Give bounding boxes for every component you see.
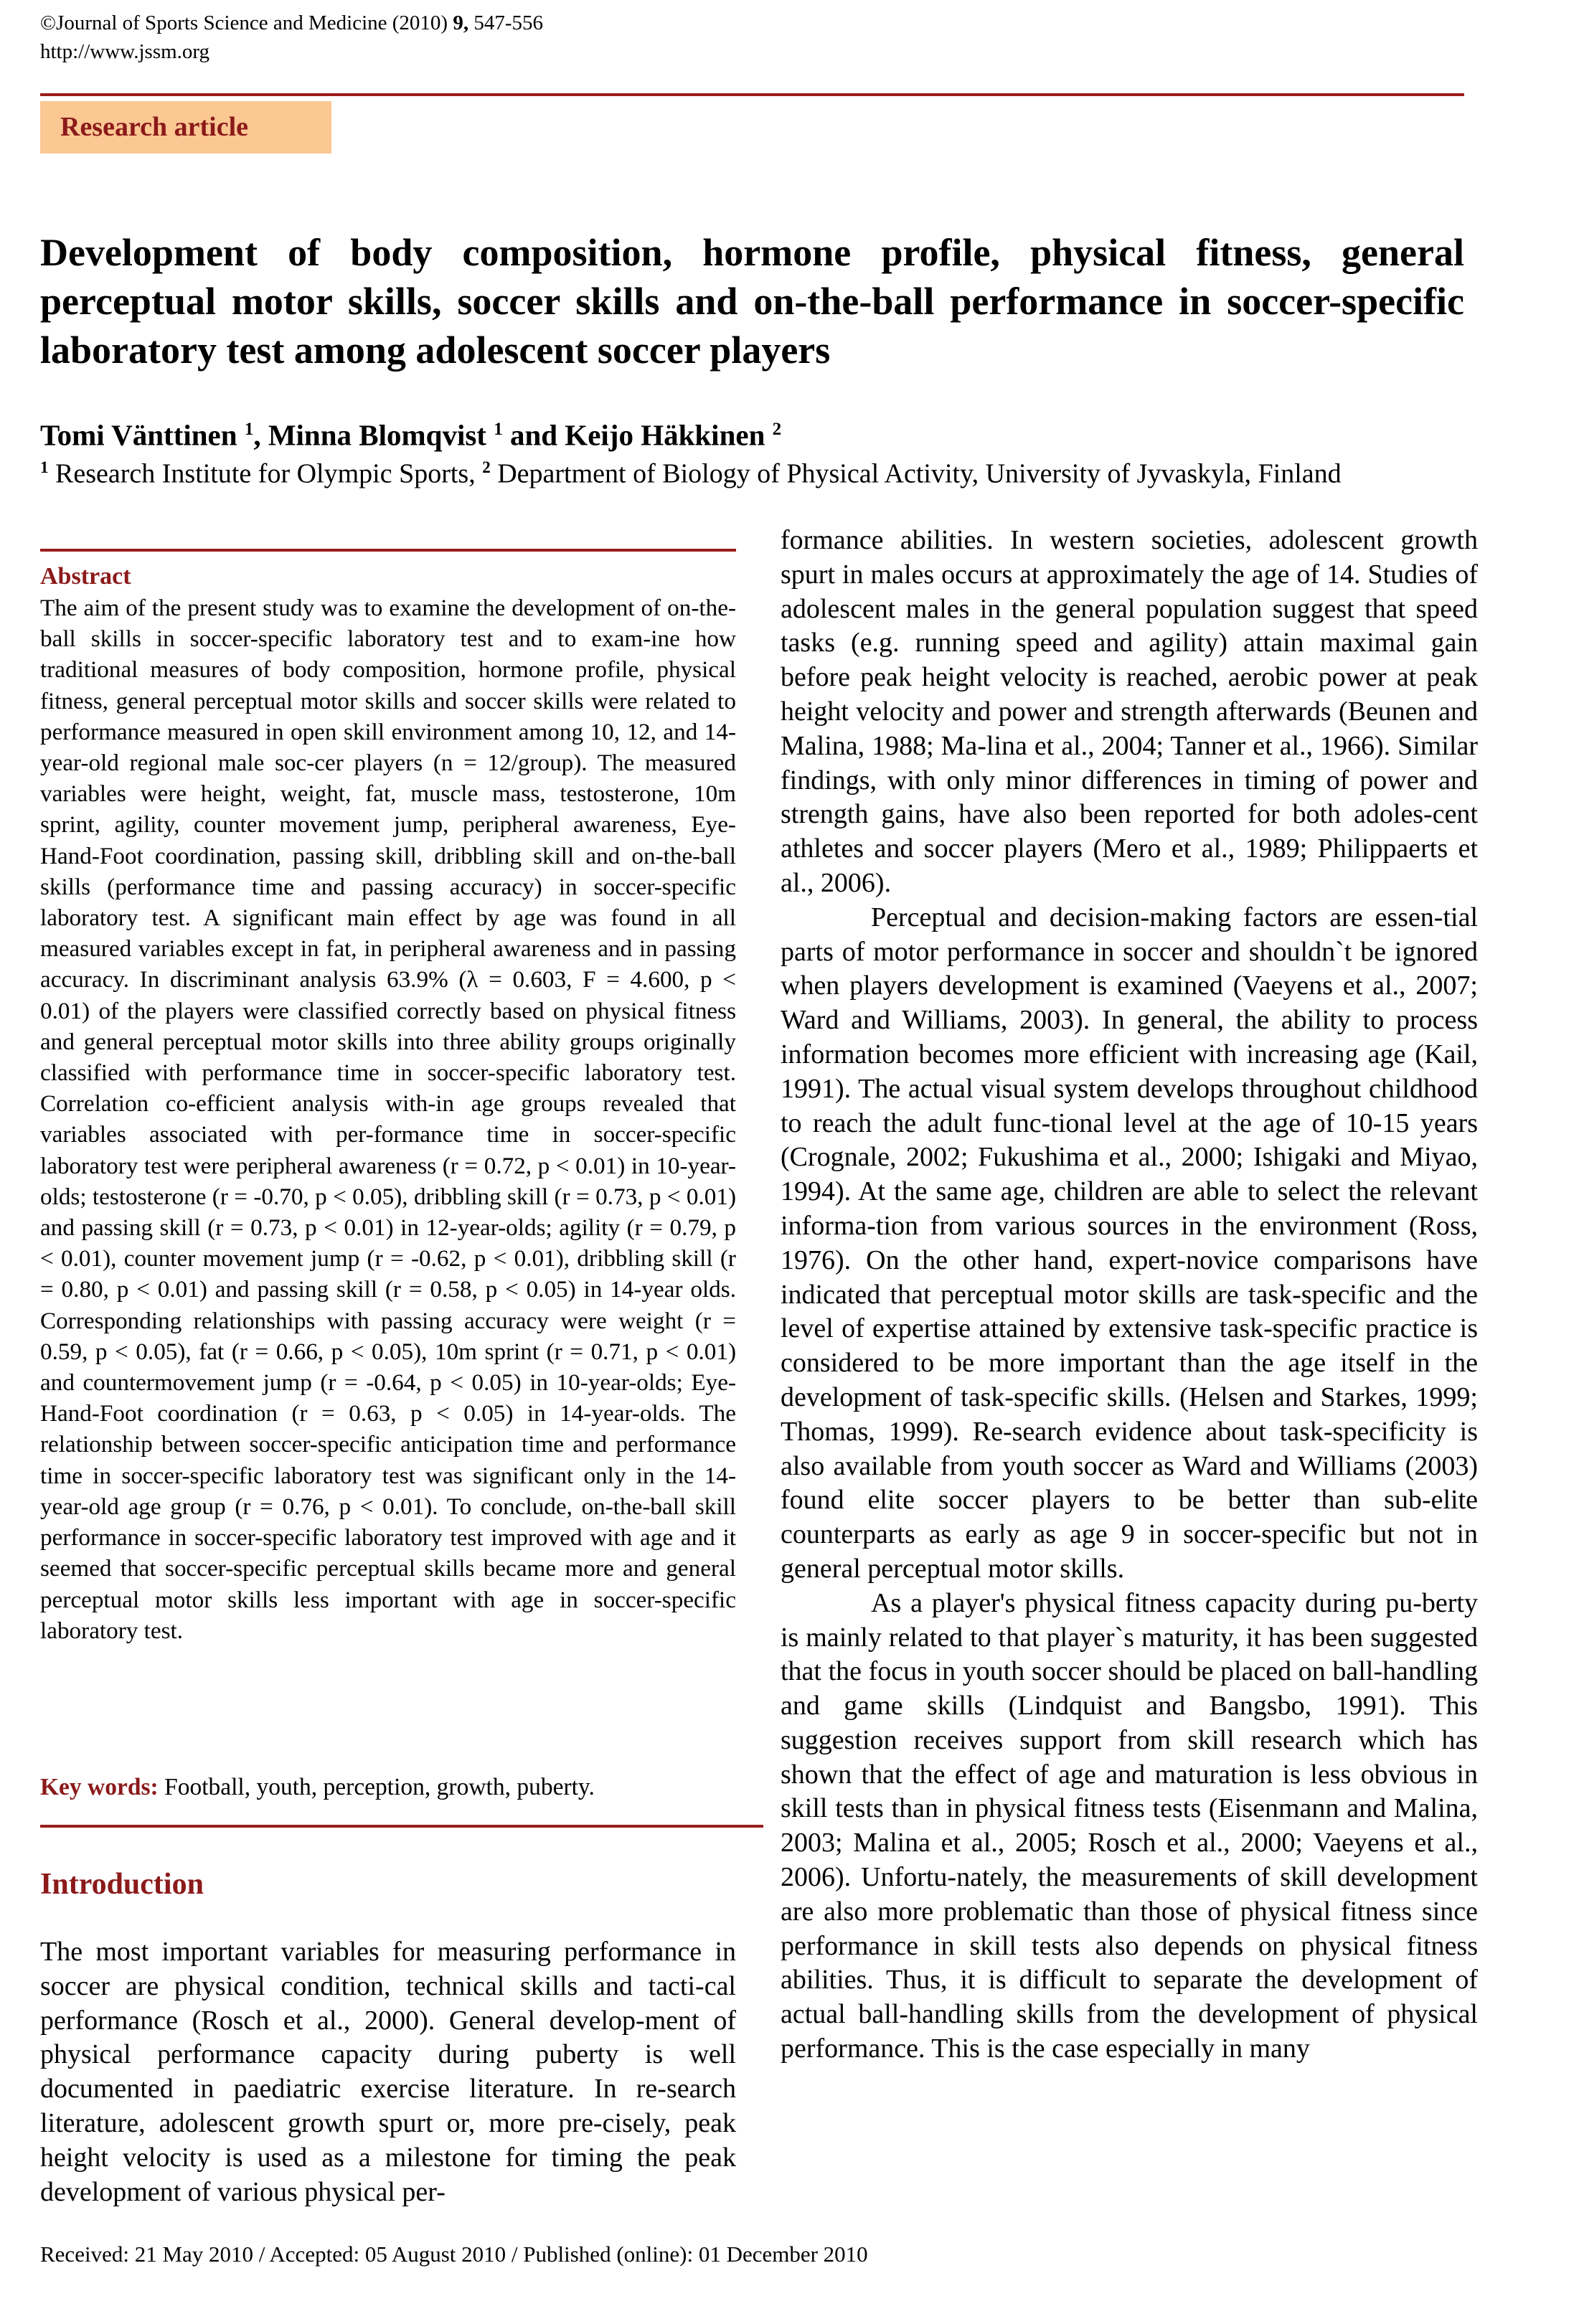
affiliation-marker: 1	[40, 458, 49, 476]
article-type-badge: Research article	[40, 101, 331, 153]
body-paragraph: formance abilities. In western societies, adolescent growth spurt in males occurs at approximately the age of 14. Studies of adolescent males in the general population suggest that speed tasks (e.g. running speed and agility) attain maximal gain before peak height velocity is reached, aerobic power at peak height velocity and power and strength afterwards (Beunen and Malina, 1988; Ma-lina et al., 2004; Tanner et al., 1966). Similar findings, with only minor differences in timing of power and strength gains, have also been reported for both adoles-cent athletes and soccer players (Mero et al., 1989; Philippaerts et al., 2006).	[781, 525, 1478, 898]
affiliation-text: Department of Biology of Physical Activity, University of Jyvaskyla, Finland	[490, 458, 1342, 489]
keywords-label: Key words:	[40, 1774, 159, 1800]
abstract-heading: Abstract	[40, 563, 131, 590]
journal-pages: 547-556	[468, 11, 543, 34]
affiliation-marker: 2	[482, 458, 491, 476]
journal-volume: 9,	[453, 11, 469, 34]
affiliations	[40, 450, 1475, 492]
header-rule	[40, 93, 1464, 96]
body-paragraph: Perceptual and decision-making factors are essen-tial parts of motor performance in soccer and shouldn`t be ignored when players development is examined (Vaeyens et al., 2007; Ward and Williams, 2003). In general, the ability to process information becomes more efficient with increasing age (Kail, 1991). The actual visual system develops throughout childhood to reach the adult func-tional level at the age of 10-15 years (Crognale, 2002; Fukushima et al., 2000; Ishigaki and Miyao, 1994). At the same age, children are able to select the relevant informa-tion from various sources in the environment (Ross, 1976). On the other hand, expert-novice comparisons have indicated that perceptual motor skills are task-specific and the level of expertise attained by extensive task-specific practice is considered to be more important than the age itself in the development of task-specific skills. (Helsen and Starkes, 1999; Thomas, 1999). Re-search evidence about task-specificity is also available from youth soccer as Ward and Williams (2003) found elite soccer players to be better than sub-elite counterparts as early as age 9 in soccer-specific but not in general perceptual motor skills.	[781, 902, 1478, 1584]
author-name: and Keijo Häkkinen	[502, 418, 773, 452]
introduction-heading: Introduction	[40, 1868, 204, 1901]
keywords	[40, 1772, 736, 1803]
body-paragraph: As a player's physical fitness capacity during pu-berty is mainly related to that player`s maturity, it has been suggested that the focus in youth soccer should be placed on ball-handling and game skills (Lindquist and Bangsbo, 1991). This suggestion receives support from skill research which has shown that the effect of age and maturation is less obvious in skill tests than in physical fitness tests (Eisenmann and Malina, 2003; Malina et al., 2005; Rosch et al., 2000; Vaeyens et al., 2006). Unfortu-nately, the measurements of skill development are also more problematic than those of physical fitness since performance in skill tests also depends on physical fitness abilities. Thus, it is difficult to separate the development of actual ball-handling skills from the development of physical performance. This is the case especially in many	[781, 1587, 1478, 2064]
journal-citation	[40, 9, 543, 66]
abstract-body: The aim of the present study was to examine the development of on-the-ball skills in soccer-specific laboratory test and to exam-ine how traditional measures of body composition, hormone profile, physical fitness, general perceptual motor skills and soccer skills were related to performance measured in open skill environment among 10, 12, and 14-year-old regional male soc-cer players (n = 12/group). The measured variables were height, weight, fat, muscle mass, testosterone, 10m sprint, agility, counter movement jump, peripheral awareness, Eye-Hand-Foot coordination, passing skill, dribbling skill and on-the-ball skills (performance time and passing accuracy) in soccer-specific laboratory test. A significant main effect by age was found in all measured variables except in fat, in peripheral awareness and in passing accuracy. In discriminant analysis 63.9% (λ = 0.603, F = 4.600, p < 0.01) of the players were classified correctly based on physical fitness and general perceptual motor skills into three ability groups originally classified with performance time in soccer-specific laboratory test. Correlation co-efficient analysis with-in age groups revealed that variables associated with per-formance time in soccer-specific laboratory test were peripheral awareness (r = 0.72, p < 0.01) in 10-year-olds; testosterone (r = -0.70, p < 0.05), dribbling skill (r = 0.73, p < 0.01) and passing skill (r = 0.73, p < 0.01) in 12-year-olds; agility (r = 0.79, p < 0.01), counter movement jump (r = -0.62, p < 0.01), dribbling skill (r = 0.80, p < 0.01) and passing skill (r = 0.58, p < 0.05) in 14-year olds. Corresponding relationships with passing accuracy were weight (r = 0.59, p < 0.05), fat (r = 0.66, p < 0.05), 10m sprint (r = 0.71, p < 0.01) and countermovement jump (r = -0.64, p < 0.05) in 10-year-olds; Eye-Hand-Foot coordination (r = 0.63, p < 0.05) in 14-year-olds. The relationship between soccer-specific anticipation time and performance time in soccer-specific laboratory test was significant only in the 14-year-old age group (r = 0.76, p < 0.01). To conclude, on-the-ball skill performance in soccer-specific laboratory test improved with age and it seemed that soccer-specific perceptual skills became more and general perceptual motor skills less important with age in soccer-specific laboratory test.	[40, 595, 736, 1644]
affiliation-text: Research Institute for Olympic Sports,	[48, 458, 483, 489]
author-affiliation-marker: 1	[494, 420, 503, 439]
journal-line	[40, 9, 543, 37]
keywords-text: Football, youth, perception, growth, puberty.	[158, 1774, 595, 1800]
right-column	[781, 524, 1478, 2066]
author-name: Tomi Vänttinen	[40, 418, 245, 452]
journal-name: ©Journal of Sports Science and Medicine (2010)	[40, 11, 453, 34]
paper-title: Development of body composition, hormone profile, physical fitness, general perceptual motor skills, soccer skills and on-the-ball performance in soccer-specific laboratory test among adolescent soccer players	[40, 231, 1464, 372]
publication-dates: Received: 21 May 2010 / Accepted: 05 August 2010 / Published (online): 01 December 2010	[40, 2242, 868, 2267]
author-affiliation-marker: 1	[244, 420, 254, 439]
journal-url[interactable]: http://www.jssm.org	[40, 40, 210, 63]
author-list	[40, 411, 781, 454]
author-affiliation-marker: 2	[772, 420, 782, 439]
introduction-rule	[40, 1825, 763, 1828]
abstract-rule	[40, 549, 736, 552]
introduction-paragraph: The most important variables for measuring performance in soccer are physical condition, technical skills and tacti-cal performance (Rosch et al., 2000). General develop-ment of physical performance capacity during puberty is well documented in paediatric exercise literature. In re-search literature, adolescent growth spurt or, more pre-cisely, peak height velocity is used as a milestone for timing the peak development of various physical per-	[40, 1937, 736, 2207]
author-name: , Minna Blomqvist	[253, 418, 494, 452]
